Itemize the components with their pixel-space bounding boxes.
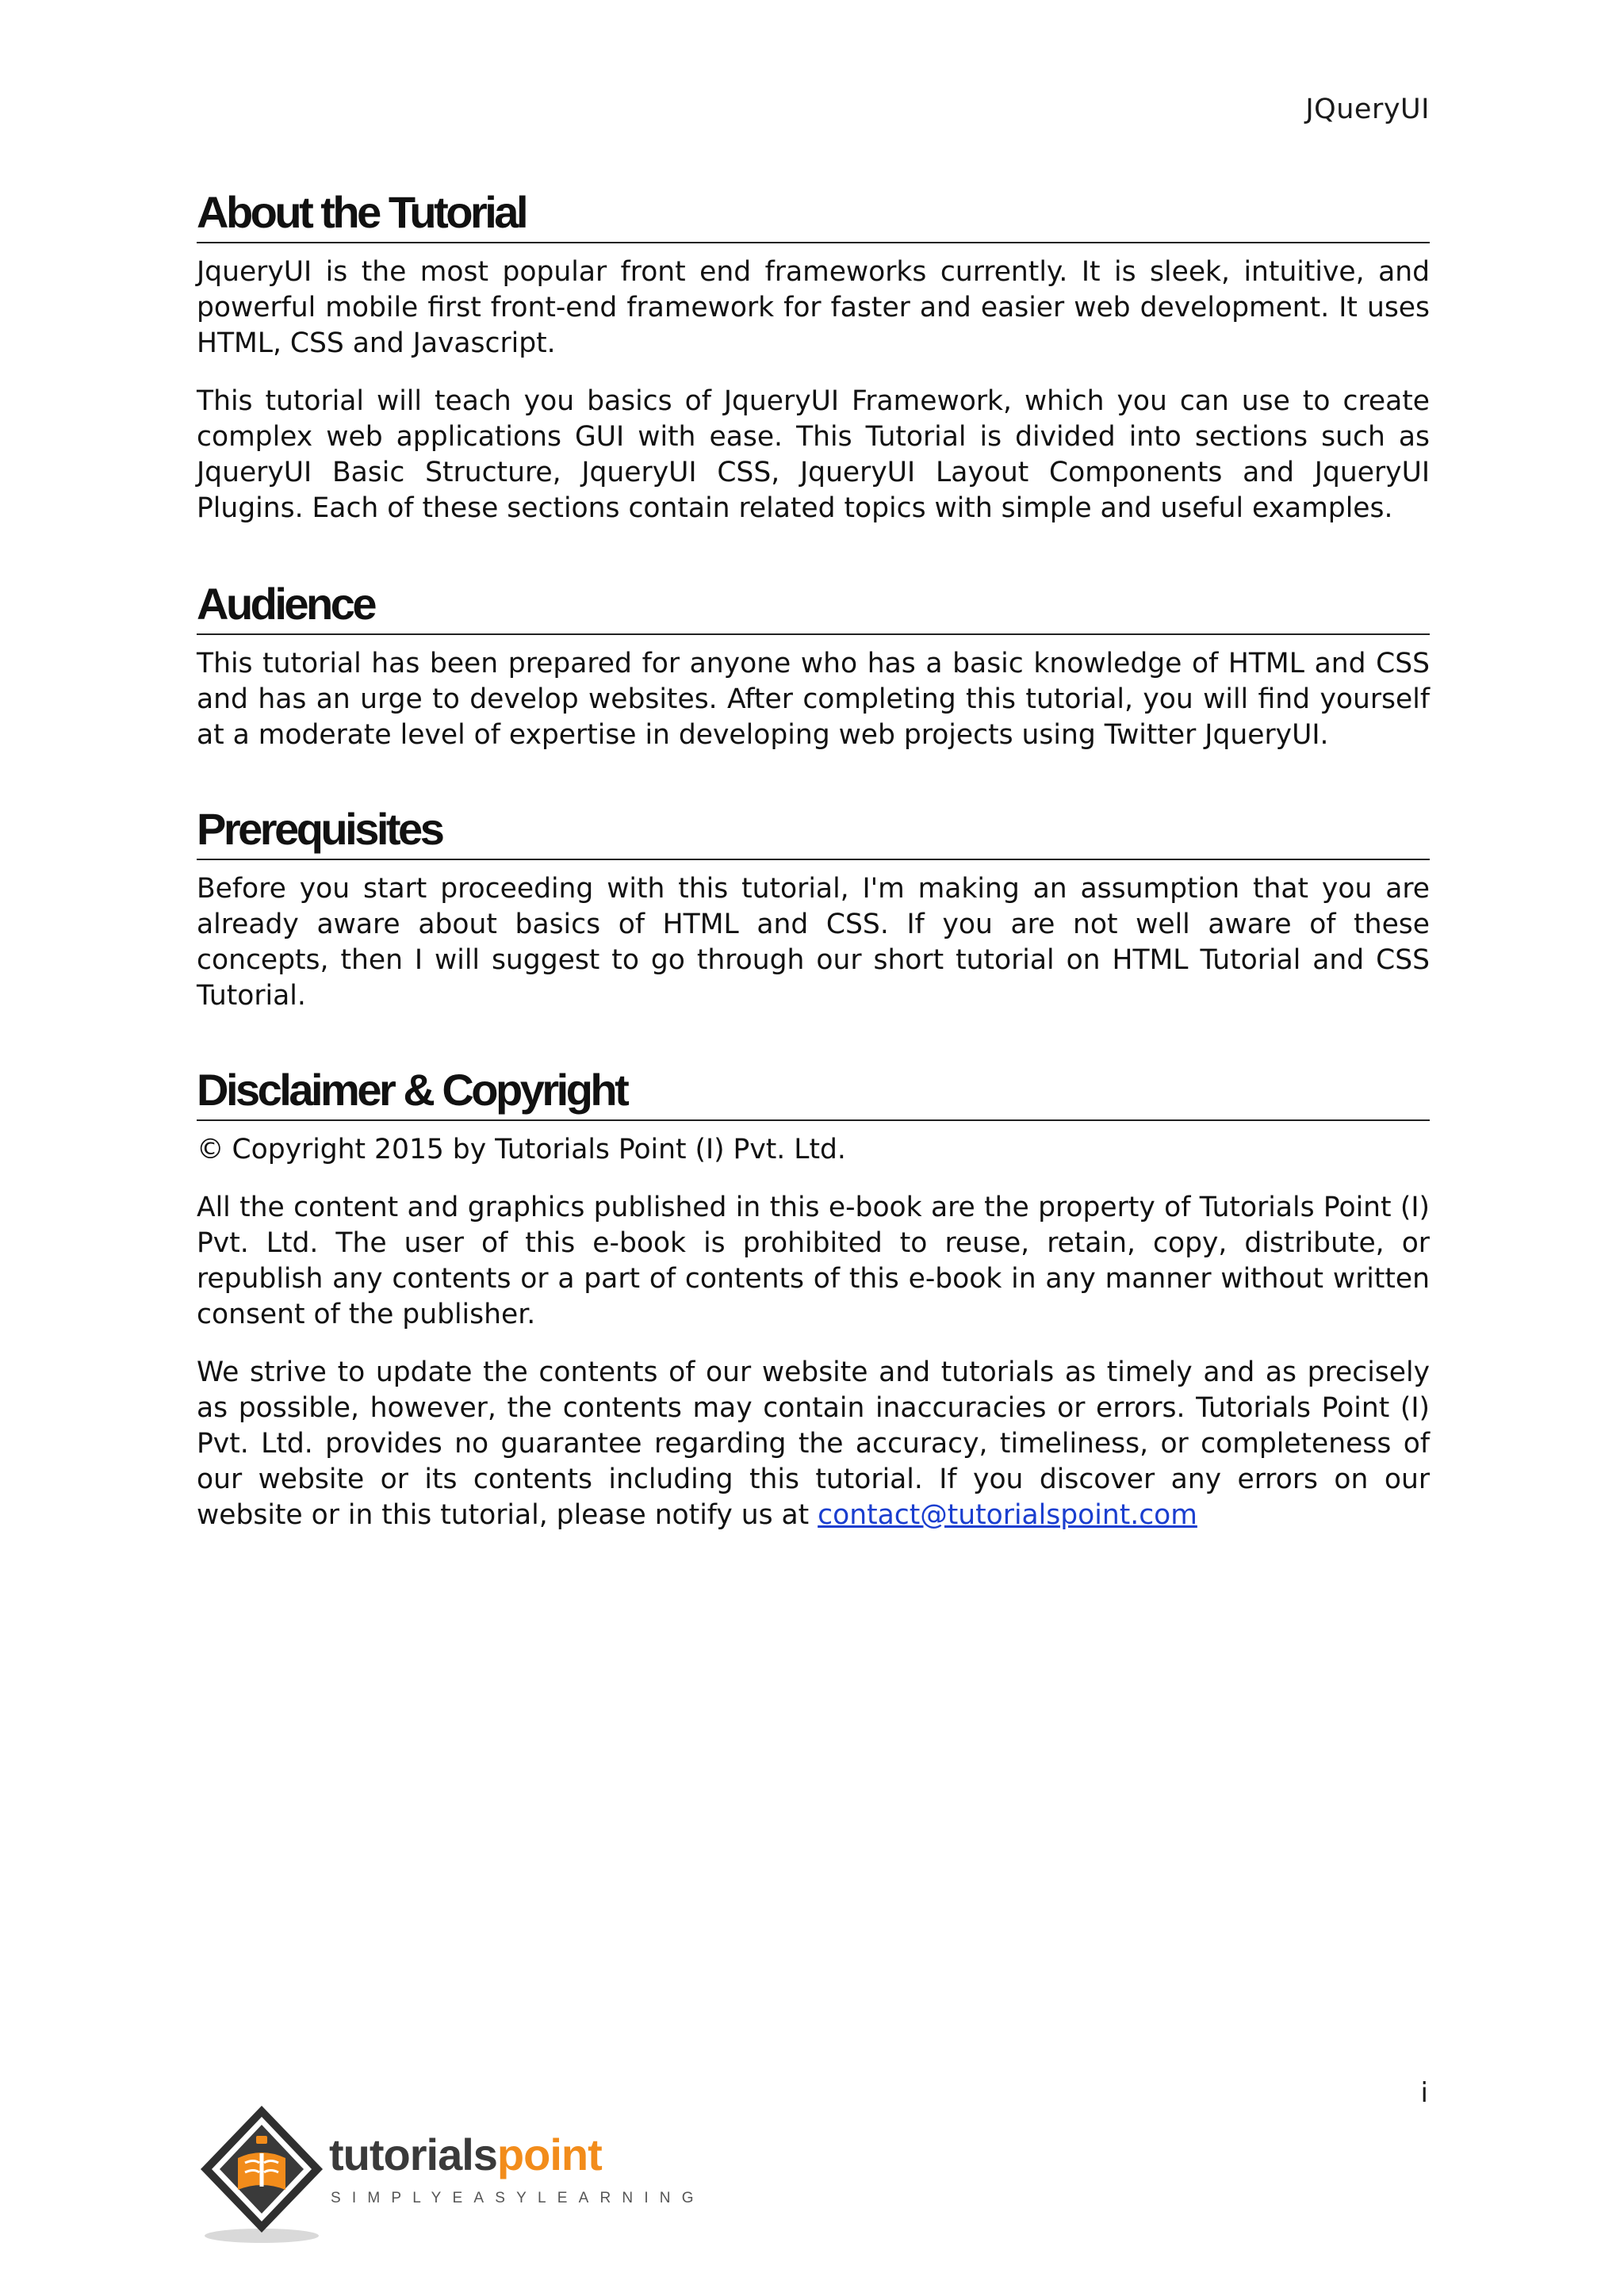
contact-email-link[interactable]: contact@tutorialspoint.com (818, 1499, 1197, 1531)
copyright-icon: © (197, 1134, 224, 1165)
section-title-prerequisites: Prerequisites (197, 807, 1430, 860)
logo-diamond-icon (194, 2101, 337, 2252)
page-content (197, 187, 1430, 1533)
section-title-about: About the Tutorial (197, 190, 1430, 243)
about-paragraph-2: This tutorial will teach you basics of JqueryUI Framework, which you can use to create complex web applications GUI with ease. This Tutorial is divided into sections such as JqueryUI Basic Structure, JqueryUI CSS, JqueryUI Layout Components and JqueryUI Plugins. Each of these sections contain related topics with simple and useful examples. (197, 385, 1430, 524)
page-number: i (1420, 2077, 1428, 2109)
copyright-line (197, 1132, 1430, 1168)
disclaimer-paragraph-2-text: We strive to update the contents of our website and tutorials as timely and as precisely as possible, however, the contents may contain inaccuracies or errors. Tutorials Point (I) Pvt. Ltd. provides no guarantee regarding the accuracy, timeliness, or completeness of our website or its contents including this tutorial. If you discover any errors on our website or in this tutorial, please notify us at (197, 1357, 1430, 1531)
audience-paragraph: This tutorial has been prepared for anyone who has a basic knowledge of HTML and CSS and has an urge to develop websites. After completing this tutorial, you will find yourself at a moderate level of expertise in developing web projects using Twitter JqueryUI. (197, 648, 1430, 751)
copyright-text: Copyright 2015 by Tutorials Point (I) Pvt. Ltd. (232, 1134, 846, 1165)
section-title-audience: Audience (197, 582, 1430, 635)
section-audience (197, 579, 1430, 753)
section-about (197, 187, 1430, 526)
disclaimer-paragraph-1: All the content and graphics published in this e-book are the property of Tutorials Point (I) Pvt. Ltd. The user of this e-book is prohibited to reuse, retain, copy, distribute, or republish any contents or a part of contents of this e-book in any manner without written consent of the publisher. (197, 1192, 1430, 1330)
disclaimer-paragraph-2 (197, 1355, 1430, 1533)
tutorialspoint-logo (194, 2101, 705, 2252)
about-paragraph-1: JqueryUI is the most popular front end frameworks currently. It is sleek, intuitive, and powerful mobile first front-end framework for faster and easier web development. It uses HTML, CSS and Javascript. (197, 256, 1430, 359)
section-prerequisites (197, 804, 1430, 1014)
section-title-disclaimer: Disclaimer & Copyright (197, 1068, 1430, 1121)
logo-tagline: SIMPLYEASYLEARNING (331, 2190, 705, 2206)
logo-wordmark: tutorialspoint (329, 2130, 602, 2179)
prerequisites-paragraph: Before you start proceeding with this tutorial, I'm making an assumption that you are already aware about basics of HTML and CSS. If you are not well aware of these concepts, then I will suggest to go through our short tutorial on HTML Tutorial and CSS Tutorial. (197, 873, 1430, 1012)
section-disclaimer (197, 1065, 1430, 1533)
running-header-title: JQueryUI (1305, 94, 1430, 125)
